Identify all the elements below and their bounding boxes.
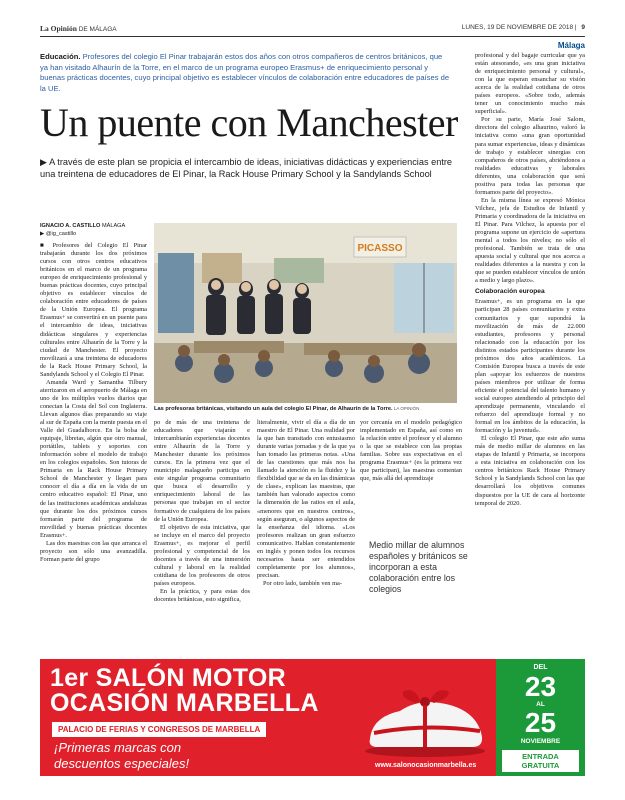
page-header: [40, 24, 585, 36]
byline: [40, 222, 125, 238]
col2-paragraph-3: En la práctica, y para estas dos docentes británicas, esto significa,: [154, 587, 250, 604]
caption-text: Las profesoras británicas, visitando un aula del colegio El Pinar, de Alhaurín de la Torre.: [154, 406, 393, 412]
col5-paragraph-1: profesional y del bagaje curricular que ya están atesorando, «es una gran iniciativa de enriquecimiento personal y cultural», con la que esperan ensanchar su visión acerca de la realidad cotidiana de otros países europeos. «Sobre todo, además tener un conocimiento mucho más superficial».: [475, 52, 585, 116]
ad-date-box: [496, 659, 585, 776]
ad-venue: PALACIO DE FERIAS Y CONGRESOS DE MARBELLA: [52, 722, 266, 737]
article-column-2: [154, 419, 250, 649]
subheadline: ▶ A través de este plan se propicia el intercambio de ideas, iniciativas didácticas y experiencias entre una treintena de educadores de El Pinar, la Rack House Primary School y la Sandylands School: [40, 157, 453, 179]
subsection-heading: Colaboración europea: [475, 288, 545, 296]
header-rule: [40, 36, 585, 37]
article-column-5: [475, 52, 585, 650]
lead-text: Profesores del colegio El Pinar trabajarán estos dos años con otros compañeros de centros británicos, que ya han visitado Alhaurín de la Torre, en el marco de un programa europeo Erasmus+ de enriquecimiento personal y buenas prácticas docentes, cuyo principal objetivo es establecer vínculos de colaboración entre educadores de países de la UE.: [40, 52, 450, 93]
article-photo: [154, 223, 457, 403]
col5-paragraph-2: Por su parte, María José Salom, directora del colegio alhaurino, valoró la iniciativa como «una gran oportunidad para sumar experiencias, ideas y dinámicas de trabajo y establecer sinergias con compañeros de otros países, abriéndonos a realidades educativas y laborales diferentes, una colaboración que será positiva para todas las personas que formamos parte del proyecto».: [475, 116, 585, 196]
col3-paragraph-1: literalmente, vivir el día a día de un maestro de El Pinar. Una realidad por la que han transitado con entusiasmo durante varias jornadas y de la que ya han tomado las primeras notas. «Una de las cuestiones que más nos ha llamado la atención es la fluidez y la flexibilidad que se da en las dinámicas de clase», explican las maestras, que también han valorado aspectos como la dimensión de las ratios en el aula, «menores que en nuestros centros», según aseguran, o algunos aspectos de la enseñanza del idioma. «Los profesores realizan un gran esfuerzo comunicativo. Hablan constantemente en inglés y ponen todos los recursos necesarios hasta ser entendidos completamente por los alumnos», precisan.: [257, 419, 355, 579]
lead-paragraph: [40, 52, 452, 94]
col5-paragraph-5: El colegio El Pinar, que este año suma más de medio millar de alumnos en las etapas de Infantil y Primaria, se incorpora a esta iniciativa en colaboración con los centros británicos Rack House Primary School y la Sandylands School con las que desarrollará los objetivos comunes dispuestos por la UE de cara al horizonte temporal de 2020.: [475, 435, 585, 507]
ad-date-from: 23: [524, 671, 557, 702]
col2-paragraph-1: po de más de una treintena de educadores que viajarán e intercambiarán experiencias docentes entre Alhaurín de la Torre y Manchester durante los próximos cursos. En la primera vez que el municipio malagueño participa en este singular programa comunitario que busca el desarrollo y enriquecimiento laboral de las personas que trabajan en el sector formativo de cualquiera de los países de la Unión Europea.: [154, 419, 250, 523]
article-column-3: [257, 419, 355, 649]
ad-date-to-label: AL: [536, 701, 545, 708]
article-column-4: [360, 419, 462, 531]
col1-paragraph-3: Las dos maestras con las que arranca el proyecto son sólo una avanzadilla. Forman parte del grupo: [40, 539, 147, 563]
headline: Un puente con Manchester: [40, 100, 458, 145]
col5-paragraph-4: Erasmus+, es un programa en la que participan 28 países comunitarios y extra comunitarios y que supondrá la movilización de más de 22.000 estudiantes, profesores y personal relacionado con la educación por los distintos estados participantes durante los próximos dos años académicos. La Comisión Europea busca a través de este plan «apoyar los esfuerzos de nuestros países miembros por utilizar de forma eficiente el potencial del talento humano y social europeo atendiendo al principio del aprendizaje permanente, vinculando el refuerzo del aprendizaje formal y no formal en los ámbitos de la educación, la formación y la juventud».: [475, 298, 585, 435]
section-label: Málaga: [557, 41, 585, 50]
ad-title-line-2: OCASIÓN MARBELLA: [50, 689, 319, 717]
photo-credit: LA OPINIÓN: [392, 406, 420, 411]
ad-date-from-label: DEL: [533, 664, 548, 671]
covered-car-gift-icon: [360, 679, 490, 759]
col5-paragraph-3: En la misma línea se expresó Mónica Vilchez, jefa de Estudios de Infantil y Primaria y coordinadora de la iniciativa en El Pinar. Para Vilchez, la apuesta por el programa supone un ejercicio de «apertura mental a todos los niveles; no sólo el profesional. También se trata de una apuesta social y cultural que nos acerca a realidades diferentes a la nuestra y con la que se pueden establecer vínculos de unión a medio y largo plazo».: [475, 196, 585, 285]
col1-paragraph-1: ■ Profesores del Colegio El Pinar trabajarán durante los dos próximos cursos con otros centros educativos británicos en el marco de un programa europeo de enriquecimiento profesional y buenas prácticas docentes, cuyo principal objetivo es establecer vínculos de colaboración entre educadores de países de la Unión Europea. El programa Erasmus+ se convertirá en un puente para el intercambio de ideas, iniciativas didácticas singulares y experiencias culturales entre Alhaurín de la Torre y la ciudad de Manchester. El proyecto movilizará a una treintena de educadores de la Rack House Primary School, la Sandylands School y el Colegio El Pinar.: [40, 242, 147, 378]
classroom-board-label: PICASSO: [357, 243, 403, 254]
ad-date-to: 25: [524, 707, 557, 738]
col3-paragraph-2: Por otro lado, también ven ma-: [263, 579, 342, 587]
ad-title-line-1: 1er SALÓN MOTOR: [50, 664, 287, 692]
classroom-photo-illustration: [154, 223, 457, 403]
pull-quote: Medio millar de alumnos españoles y británicos se incorporan a esta colaboración entre los colegios: [369, 540, 468, 594]
page-date: LUNES, 19 DE NOVIEMBRE DE 2018 | 9: [461, 24, 585, 31]
col1-paragraph-2: Amanda Ward y Samantha Tilbury aterrizaron en el aeropuerto de Málaga en uno de los múltiples vuelos diarios que conectan la Costa del Sol con Inglaterra. Llevan algunos días preparando su viaje al sur de España con la mente puesta en el Valle del Guadalhorce. En la bolsa de equipaje, libretas, algún que otro manual, portátiles, tablets y soportes con información sobre el modelo de trabajo en los colegios españoles. Son tutoras de Primaria en la Rack House Primary School de Manchester y llegan para conocer el día a día en la vida de un centro educativo español: El Pinar, uno de las instituciones académicas andaluzas que durante los dos próximos cursos formarán parte del programa de movilidad y buenas prácticas docentes Erasmus+.: [40, 378, 147, 539]
photo-caption: [154, 405, 457, 413]
col4-paragraph-1: yor cercanía en el modelo pedagógico implementado en España, así como en la relación entre el profesor y el alumno o la que se establece con las propias familias. Sobre sus expectativas en el programa Erasmus+ (es la primera vez que participan), las maestras comentan que, más allá del aprendizaje: [360, 419, 462, 483]
newspaper-brand: La Opinión DE MÁLAGA: [40, 24, 117, 33]
ad-slogan-line-1: ¡Primeras marcas con: [54, 740, 182, 755]
author-name: IGNACIO A. CASTILLO: [40, 223, 101, 229]
author-city: MÁLAGA: [101, 223, 126, 229]
ad-month: NOVIEMBRE: [520, 738, 561, 745]
advertisement-banner[interactable]: [40, 659, 585, 776]
lead-tag: Educación.: [40, 52, 81, 61]
ad-free-entry-badge: ENTRADA GRATUITA: [502, 750, 579, 772]
col2-paragraph-2: El objetivo de esta iniciativa, que se incluye en el marco del proyecto Erasmus+, es mejorar el perfil profesional y competencial de los docentes a través de una inmersión cultural y laboral en la realidad cotidiana de los profesores de otros países europeos.: [154, 523, 250, 587]
author-twitter: ▶ @ig_castillo: [40, 231, 77, 237]
page-number: 9: [581, 24, 585, 31]
article-column-1: [40, 242, 147, 647]
ad-website-link[interactable]: www.salonocasionmarbella.es: [375, 762, 477, 769]
ad-slogan-line-2: descuentos especiales!: [54, 756, 190, 771]
